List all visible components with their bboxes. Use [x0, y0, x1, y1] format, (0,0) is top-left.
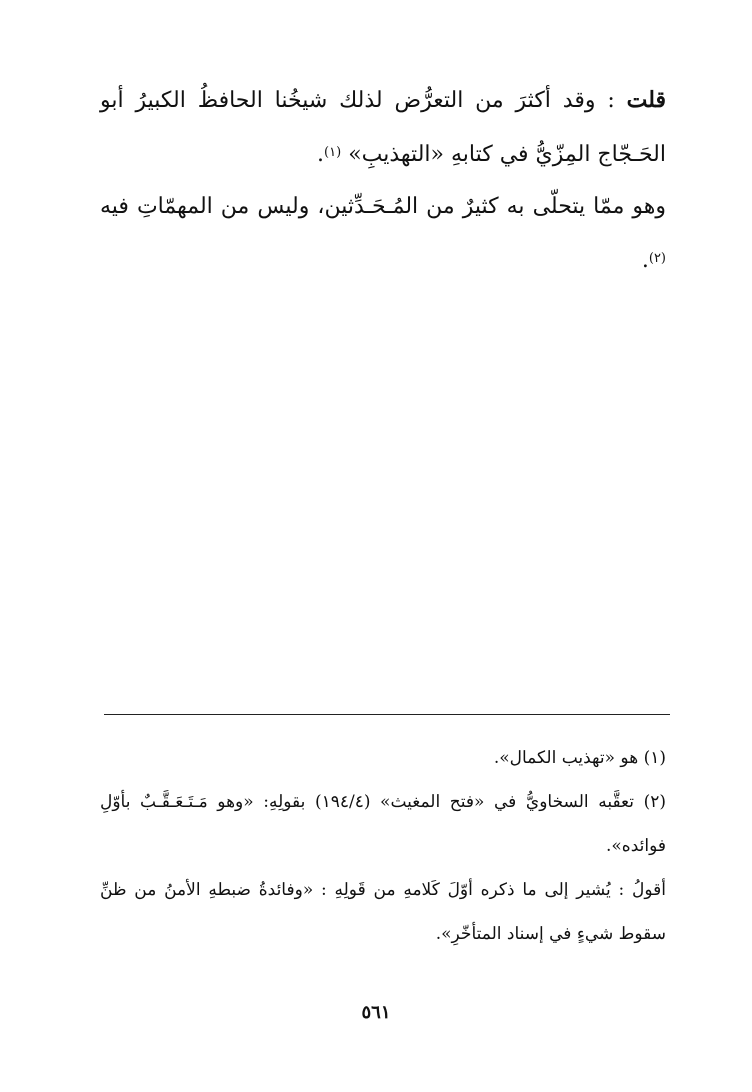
main-text: [100, 74, 666, 287]
paragraph-2: [100, 181, 666, 287]
lead-word: قلت: [626, 87, 666, 113]
paragraph-2-end: .: [641, 248, 649, 273]
paragraph-1: [100, 74, 666, 181]
footnote-3: أقولُ : يُشير إلى ما ذكره أوّلَ كَلامهِ من قَولِهِ : «وفائدةُ ضبطهِ الأمنُ من ظنِّ سقوط شيءٍ في إسناد المتأخّرِ».: [100, 880, 666, 944]
page-number: ٥٦١: [361, 1002, 391, 1023]
footnote-separator: [104, 714, 670, 715]
paragraph-1-text: : وقد أكثرَ من التعرُّض لذلك شيخُنا الحافظُ الكبيرُ أبو الحَـجّاج المِزّيُّ في كتابهِ «التهذيبِ»: [100, 88, 666, 167]
footnotes: [100, 736, 666, 956]
footnote-ref-2: (٢): [648, 251, 666, 266]
paragraph-1-end: .: [317, 142, 325, 167]
footnote-1: (١) هو «تهذيب الكمال».: [493, 748, 666, 768]
paragraph-2-text: وهو ممّا يتحلّى به كثيرٌ من المُـحَـدِّثين، وليس من المهمّاتِ فيه: [100, 194, 666, 219]
footnote-ref-1: (١): [324, 145, 342, 160]
footnote-2: (٢) تعقَّبه السخاويُّ في «فتح المغيث» (١٩٤/٤) بقولِهِ: «وهو مَـتَـعَـقَّـبٌ بأوّلِ فوائده».: [100, 792, 666, 856]
